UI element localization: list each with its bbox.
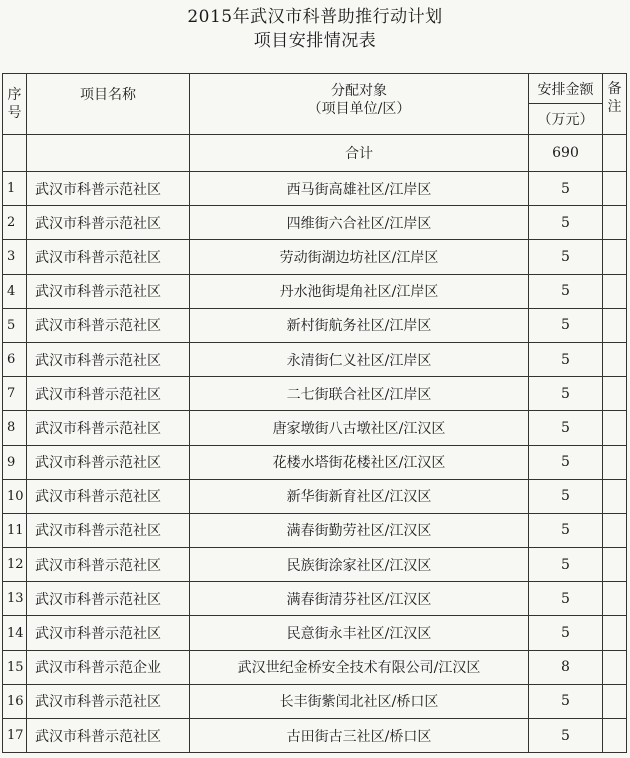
row-project-name: 武汉市科普示范社区 (27, 308, 190, 342)
row-amount: 5 (529, 582, 603, 616)
table-row (3, 650, 627, 684)
table-row (3, 719, 627, 753)
row-amount: 5 (529, 274, 603, 308)
row-target: 新华街新育社区/江汉区 (190, 479, 529, 513)
row-project-name: 武汉市科普示范社区 (27, 616, 190, 650)
row-index: 3 (3, 240, 27, 274)
row-amount: 5 (529, 479, 603, 513)
row-amount: 5 (529, 377, 603, 411)
table-row (3, 206, 627, 240)
table-row (3, 308, 627, 342)
row-project-name: 武汉市科普示范社区 (27, 582, 190, 616)
row-index: 14 (3, 616, 27, 650)
row-target: 四维街六合社区/江岸区 (190, 206, 529, 240)
row-index: 15 (3, 650, 27, 684)
table-row (3, 513, 627, 547)
total-amount: 690 (529, 135, 603, 172)
row-project-name: 武汉市科普示范社区 (27, 445, 190, 479)
row-project-name: 武汉市科普示范社区 (27, 240, 190, 274)
row-amount: 5 (529, 684, 603, 718)
table-row (3, 240, 627, 274)
total-label: 合计 (190, 135, 529, 172)
row-index: 2 (3, 206, 27, 240)
row-note (603, 377, 627, 411)
row-note (603, 513, 627, 547)
row-index: 7 (3, 377, 27, 411)
header-index: 序 号 (3, 74, 27, 135)
row-target: 满春街清芬社区/江汉区 (190, 582, 529, 616)
row-target: 满春街勤劳社区/江汉区 (190, 513, 529, 547)
total-index (3, 135, 27, 172)
row-index: 1 (3, 172, 27, 206)
table-row (3, 479, 627, 513)
row-note (603, 206, 627, 240)
row-note (603, 548, 627, 582)
row-amount: 5 (529, 411, 603, 445)
row-project-name: 武汉市科普示范社区 (27, 377, 190, 411)
row-note (603, 342, 627, 376)
row-note (603, 308, 627, 342)
row-target: 新村街航务社区/江岸区 (190, 308, 529, 342)
row-index: 16 (3, 684, 27, 718)
row-amount: 5 (529, 172, 603, 206)
row-amount: 5 (529, 719, 603, 753)
row-target: 二七街联合社区/江岸区 (190, 377, 529, 411)
row-target: 古田街古三社区/桥口区 (190, 719, 529, 753)
row-note (603, 479, 627, 513)
row-target: 劳动街湖边坊社区/江岸区 (190, 240, 529, 274)
row-index: 17 (3, 719, 27, 753)
header-amount-unit: （万元） (529, 104, 603, 135)
header-project-name: 项目名称 (27, 74, 190, 135)
table-row (3, 616, 627, 650)
row-index: 5 (3, 308, 27, 342)
row-project-name: 武汉市科普示范社区 (27, 206, 190, 240)
row-project-name: 武汉市科普示范社区 (27, 719, 190, 753)
row-project-name: 武汉市科普示范社区 (27, 411, 190, 445)
header-amount: 安排金额 (529, 74, 603, 104)
row-amount: 5 (529, 240, 603, 274)
table-row (3, 274, 627, 308)
document-subtitle: 项目安排情况表 (253, 31, 377, 51)
row-project-name: 武汉市科普示范企业 (27, 650, 190, 684)
row-target: 丹水池街堤角社区/江岸区 (190, 274, 529, 308)
total-row (3, 135, 627, 172)
table-row (3, 377, 627, 411)
table-row (3, 172, 627, 206)
row-target: 民族街涂家社区/江汉区 (190, 548, 529, 582)
row-index: 8 (3, 411, 27, 445)
table-row (3, 411, 627, 445)
row-target: 武汉世纪金桥安全技术有限公司/江汉区 (190, 650, 529, 684)
row-amount: 8 (529, 650, 603, 684)
row-amount: 5 (529, 616, 603, 650)
row-amount: 5 (529, 513, 603, 547)
table-row (3, 548, 627, 582)
row-note (603, 684, 627, 718)
row-project-name: 武汉市科普示范社区 (27, 548, 190, 582)
row-note (603, 719, 627, 753)
header-note: 备 注 (603, 74, 627, 135)
row-target: 永清街仁义社区/江岸区 (190, 342, 529, 376)
row-note (603, 650, 627, 684)
row-amount: 5 (529, 445, 603, 479)
total-name (27, 135, 190, 172)
row-target: 民意街永丰社区/江汉区 (190, 616, 529, 650)
row-note (603, 445, 627, 479)
row-target: 西马街高雄社区/江岸区 (190, 172, 529, 206)
row-note (603, 616, 627, 650)
row-index: 11 (3, 513, 27, 547)
row-project-name: 武汉市科普示范社区 (27, 172, 190, 206)
row-project-name: 武汉市科普示范社区 (27, 342, 190, 376)
row-index: 12 (3, 548, 27, 582)
header-row (3, 74, 627, 104)
table-row (3, 582, 627, 616)
allocation-table (2, 73, 627, 753)
row-index: 10 (3, 479, 27, 513)
row-note (603, 582, 627, 616)
row-note (603, 274, 627, 308)
row-amount: 5 (529, 548, 603, 582)
row-project-name: 武汉市科普示范社区 (27, 684, 190, 718)
row-index: 6 (3, 342, 27, 376)
row-target: 唐家墩街八古墩社区/江汉区 (190, 411, 529, 445)
row-project-name: 武汉市科普示范社区 (27, 479, 190, 513)
row-index: 13 (3, 582, 27, 616)
table-row (3, 684, 627, 718)
row-note (603, 172, 627, 206)
header-target: 分配对象 （项目单位/区） (190, 74, 529, 135)
table-row (3, 342, 627, 376)
row-note (603, 411, 627, 445)
row-amount: 5 (529, 206, 603, 240)
row-amount: 5 (529, 342, 603, 376)
row-target: 花楼水塔街花楼社区/江汉区 (190, 445, 529, 479)
row-index: 4 (3, 274, 27, 308)
document-title: 2015年武汉市科普助推行动计划 (187, 7, 443, 27)
row-target: 长丰街紫闰北社区/桥口区 (190, 684, 529, 718)
row-amount: 5 (529, 308, 603, 342)
table-row (3, 445, 627, 479)
total-note (603, 135, 627, 172)
row-note (603, 240, 627, 274)
row-index: 9 (3, 445, 27, 479)
row-project-name: 武汉市科普示范社区 (27, 274, 190, 308)
row-project-name: 武汉市科普示范社区 (27, 513, 190, 547)
